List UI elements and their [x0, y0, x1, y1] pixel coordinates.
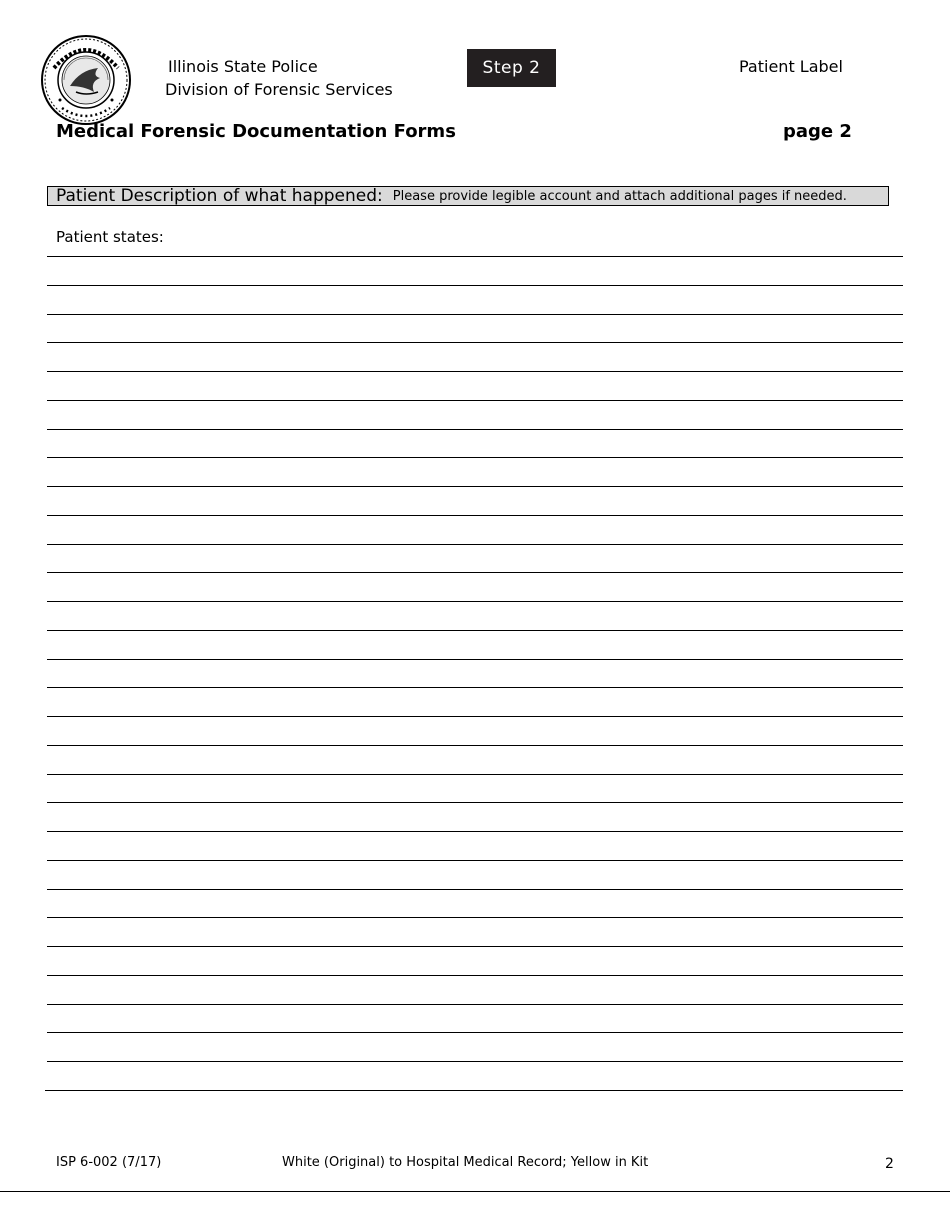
writing-line[interactable] [47, 429, 903, 430]
writing-lines-area[interactable] [47, 256, 903, 1126]
writing-line[interactable] [45, 1090, 903, 1091]
writing-line[interactable] [47, 774, 903, 775]
writing-line[interactable] [47, 630, 903, 631]
writing-line[interactable] [47, 860, 903, 861]
illinois-state-police-seal-icon [40, 34, 132, 126]
writing-line[interactable] [47, 716, 903, 717]
writing-line[interactable] [47, 802, 903, 803]
patient-label-area: Patient Label [739, 57, 843, 76]
patient-states-label: Patient states: [56, 228, 164, 246]
writing-line[interactable] [47, 1004, 903, 1005]
writing-line[interactable] [47, 659, 903, 660]
section-title: Patient Description of what happened: [56, 186, 383, 206]
writing-line[interactable] [47, 285, 903, 286]
distribution-note: White (Original) to Hospital Medical Record; Yellow in Kit [282, 1155, 649, 1170]
section-instructions: Please provide legible account and attach additional pages if needed. [392, 188, 847, 204]
writing-line[interactable] [47, 1032, 903, 1033]
agency-name: Illinois State Police [168, 57, 318, 76]
writing-line[interactable] [47, 544, 903, 545]
writing-line[interactable] [47, 687, 903, 688]
page-number: 2 [885, 1156, 894, 1172]
writing-line[interactable] [47, 371, 903, 372]
writing-line[interactable] [47, 745, 903, 746]
writing-line[interactable] [47, 256, 903, 257]
writing-line[interactable] [47, 975, 903, 976]
writing-line[interactable] [47, 889, 903, 890]
division-name: Division of Forensic Services [165, 80, 393, 99]
writing-line[interactable] [47, 946, 903, 947]
writing-line[interactable] [47, 601, 903, 602]
step-badge: Step 2 [467, 49, 556, 87]
writing-line[interactable] [47, 486, 903, 487]
writing-line[interactable] [47, 572, 903, 573]
footer-divider [0, 1191, 950, 1192]
writing-line[interactable] [47, 314, 903, 315]
writing-line[interactable] [47, 917, 903, 918]
writing-line[interactable] [47, 457, 903, 458]
page-label: page 2 [783, 121, 852, 142]
form-id: ISP 6-002 (7/17) [56, 1155, 162, 1170]
writing-line[interactable] [47, 1061, 903, 1062]
section-header-bar [47, 186, 889, 206]
writing-line[interactable] [47, 342, 903, 343]
writing-line[interactable] [47, 515, 903, 516]
writing-line[interactable] [47, 831, 903, 832]
form-title: Medical Forensic Documentation Forms [56, 121, 456, 142]
writing-line[interactable] [47, 400, 903, 401]
